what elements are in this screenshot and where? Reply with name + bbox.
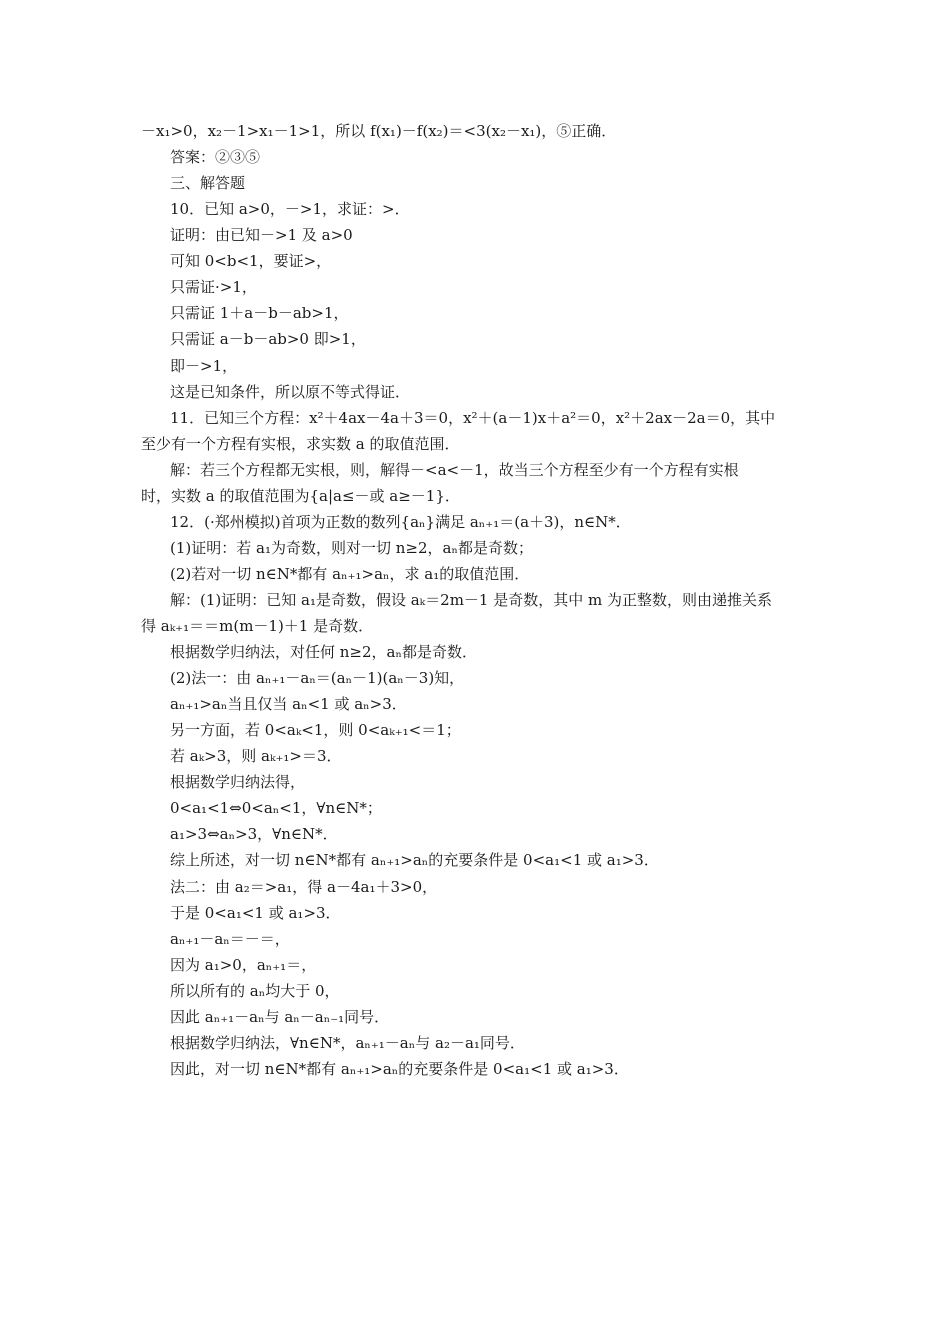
text-line: －x₁>0，x₂－1>x₁－1>1，所以 f(x₁)－f(x₂)＝<3(x₂－x₁)，⑤正确． bbox=[141, 122, 617, 140]
text-line: 10．已知 a>0，－>1，求证：>． bbox=[170, 200, 410, 219]
text-line: 法二：由 a₂＝>a₁，得 a－4a₁＋3>0， bbox=[170, 877, 438, 896]
text-line: 于是 0<a₁<1 或 a₁>3． bbox=[170, 903, 341, 922]
text-line: 根据数学归纳法，∀n∈N*，aₙ₊₁－aₙ与 a₂－a₁同号． bbox=[170, 1033, 525, 1052]
text-line: 证明：由已知－>1 及 a>0 bbox=[170, 226, 353, 245]
text-line: 至少有一个方程有实根，求实数 a 的取值范围． bbox=[141, 434, 460, 453]
text-line: (2)若对一切 n∈N*都有 aₙ₊₁>aₙ，求 a₁的取值范围． bbox=[170, 564, 530, 583]
text-line: aₙ₊₁－aₙ＝－＝， bbox=[170, 929, 290, 948]
text-line: 即－>1， bbox=[170, 356, 238, 375]
text-line: 0<a₁<1⇔0<aₙ<1，∀n∈N*； bbox=[170, 799, 382, 818]
text-line: 得 aₖ₊₁＝＝m(m－1)＋1 是奇数． bbox=[141, 617, 374, 635]
text-line: (2)法一：由 aₙ₊₁－aₙ＝(aₙ－1)(aₙ－3)知， bbox=[170, 669, 465, 688]
text-line: 解：(1)证明：已知 a₁是奇数，假设 aₖ＝2m－1 是奇数，其中 m 为正整数，则由递推关系 bbox=[170, 590, 772, 609]
text-line: 可知 0<b<1，要证>， bbox=[170, 252, 332, 271]
text-line: aₙ₊₁>aₙ当且仅当 aₙ<1 或 aₙ>3． bbox=[170, 695, 407, 714]
text-line: 答案：②③⑤ bbox=[170, 148, 261, 167]
text-line: 根据数学归纳法得， bbox=[170, 773, 306, 792]
text-line: 根据数学归纳法，对任何 n≥2，aₙ都是奇数． bbox=[170, 643, 477, 661]
text-line: 只需证·>1， bbox=[170, 278, 257, 297]
text-line: 12．(·郑州模拟)首项为正数的数列{aₙ}满足 aₙ₊₁＝(a＋3)，n∈N*． bbox=[170, 512, 631, 531]
text-line: 若 aₖ>3，则 aₖ₊₁>＝3． bbox=[170, 747, 342, 766]
text-line: 这是已知条件，所以原不等式得证． bbox=[170, 382, 411, 401]
text-line: a₁>3⇔aₙ>3，∀n∈N*． bbox=[170, 825, 338, 844]
text-line: 只需证 1＋a－b－ab>1， bbox=[170, 304, 349, 323]
text-line: 综上所述，对一切 n∈N*都有 aₙ₊₁>aₙ的充要条件是 0<a₁<1 或 a₁>3． bbox=[170, 851, 659, 870]
text-line: 11．已知三个方程：x²＋4ax－4a＋3＝0，x²＋(a－1)x＋a²＝0，x²＋2ax－2a＝0，其中 bbox=[170, 408, 776, 427]
text-line: 另一方面，若 0<aₖ<1，则 0<aₖ₊₁<＝1； bbox=[170, 721, 461, 740]
text-line: 只需证 a－b－ab>0 即>1， bbox=[170, 330, 366, 349]
text-line: 因此 aₙ₊₁－aₙ与 aₙ－aₙ₋₁同号． bbox=[170, 1007, 390, 1026]
text-line: 解：若三个方程都无实根，则，解得－<a<－1，故当三个方程至少有一个方程有实根 bbox=[170, 460, 739, 479]
text-line: 所以所有的 aₙ均大于 0， bbox=[170, 981, 340, 1000]
text-line: 三、解答题 bbox=[170, 174, 246, 193]
text-line: 因为 a₁>0，aₙ₊₁＝， bbox=[170, 955, 317, 974]
text-line: 因此，对一切 n∈N*都有 aₙ₊₁>aₙ的充要条件是 0<a₁<1 或 a₁>3． bbox=[170, 1059, 629, 1078]
text-line: (1)证明：若 a₁为奇数，则对一切 n≥2，aₙ都是奇数； bbox=[170, 538, 533, 557]
text-line: 时，实数 a 的取值范围为{a|a≤－或 a≥－1}． bbox=[141, 486, 460, 505]
